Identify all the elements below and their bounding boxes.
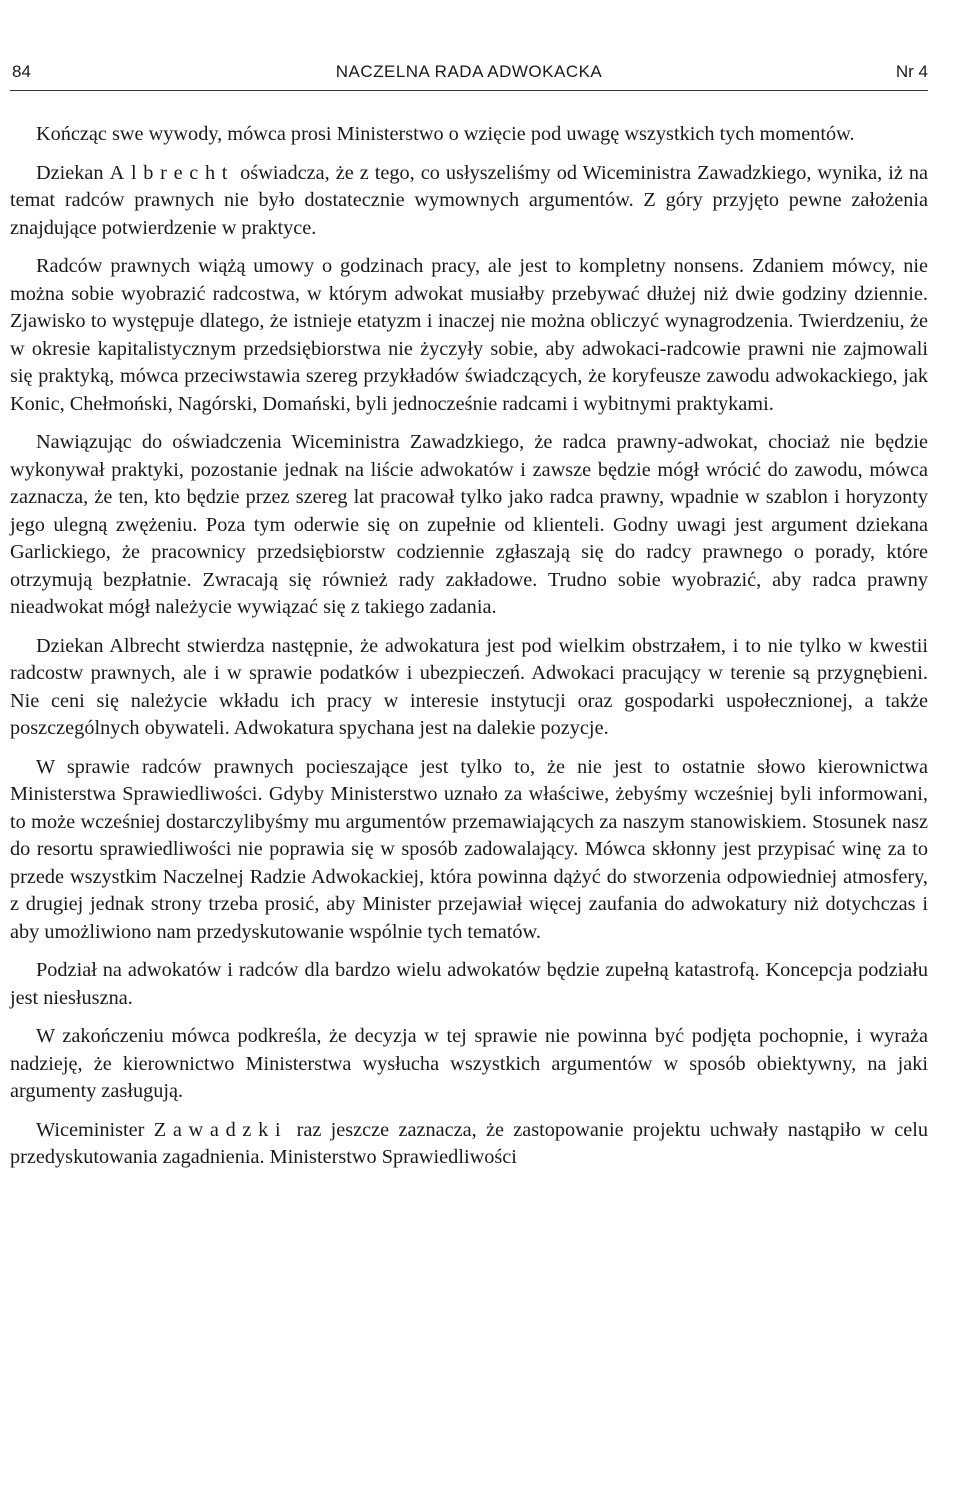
- page-number: 84: [12, 62, 31, 81]
- running-header: [10, 56, 928, 91]
- text: Wiceminister: [36, 1118, 154, 1141]
- paragraph: [10, 121, 928, 149]
- paragraph: [10, 1023, 928, 1106]
- paragraph: [10, 957, 928, 1012]
- text: W sprawie radców prawnych pocieszające jest tylko to, że nie jest to ostatnie słowo kierownictwa Ministerstwa Sprawiedliwości. Gdyby Ministerstwo uznało za właściwe, żebyśmy wcześniej byli informowani, to może wcześniej dostarczylibyśmy mu argumentów przemawiających za naszym stanowiskiem. Stosunek nasz do resortu sprawiedliwości nie poprawia się w sposób zadowalający. Mówca skłonny jest przypisać winę za to przede wszystkim Naczelnej Radzie Adwokackiej, która powinna dążyć do stworzenia odpowiedniej atmosfery, z drugiej jednak strony trzeba prosić, aby Minister przejawiał więcej zaufania do adwokatury niż dotychczas i aby umożliwiono nam przedyskutowanie wspólnie tych tematów.: [10, 755, 928, 943]
- text: raz jeszcze zaznacza, że zastopowanie projektu uchwały nastąpiło w celu przedyskutowania zagadnienia. Ministerstwo Sprawiedliwości: [10, 1118, 929, 1168]
- journal-title: NACZELNA RADA ADWOKACKA: [335, 62, 603, 81]
- paragraph: [10, 754, 928, 947]
- text: Nawiązując do oświadczenia Wiceministra Zawadzkiego, że radca prawny-adwokat, chociaż nie będzie wykonywał praktyki, pozostanie jednak na liście adwokatów i zawsze będzie mógł wrócić do zawodu, mówca zaznacza, że ten, kto będzie przez szereg lat pracował tylko jako radca prawny, wpadnie w szablon i horyzonty jego ulegną zwężeniu. Poza tym oderwie się on zupełnie od klienteli. Godny uwagi jest argument dziekana Garlickiego, że pracownicy przedsiębiorstw codziennie zgłaszają się do radcy prawnego o porady, które otrzymują bezpłatnie. Zwracają się również rady zakładowe. Trudno sobie wyobrazić, aby radca prawny nieadwokat mógł należycie wywiązać się z takiego zadania.: [10, 431, 928, 618]
- text: Radców prawnych wiążą umowy o godzinach pracy, ale jest to kompletny nonsens. Zdaniem mówcy, nie można sobie wyobrazić radcostwa, w którym adwokat musiałby przebywać dłużej niż dwie godziny dziennie. Zjawisko to występuje dlatego, że istnieje etatyzm i inaczej nie można obliczyć wynagrodzenia. Twierdzeniu, że w okresie kapitalistycznym przedsiębiorstwa nie życzyły sobie, aby adwokaci-radcowie prawni nie zajmowali się praktyką, mówca przeciwstawia szereg przykładów świadczących, że koryfeusze zawodu adwokackiego, jak Konic, Chełmoński, Nagórski, Domański, byli jednocześnie radcami i wybitnymi praktykami.: [10, 255, 928, 415]
- text: Kończąc swe wywody, mówca prosi Ministerstwo o wzięcie pod uwagę wszystkich tych momentów.: [36, 123, 855, 145]
- paragraph: [10, 253, 928, 418]
- article-body: [10, 121, 928, 1172]
- text: Podział na adwokatów i radców dla bardzo wielu adwokatów będzie zupełną katastrofą. Koncepcja podziału jest niesłuszna.: [10, 959, 928, 1009]
- text: oświadcza, że z tego, co usłyszeliśmy od Wiceministra Zawadzkiego, wynika, iż na temat radców prawnych nie było dostatecznie wymownych argumentów. Z góry przyjęto pewne założenia znajdujące potwierdzenie w praktyce.: [10, 161, 929, 239]
- paragraph: [10, 633, 928, 743]
- paragraph: [10, 1117, 928, 1172]
- paragraph: [10, 429, 928, 622]
- text: Dziekan: [36, 161, 110, 184]
- issue-number: Nr 4: [895, 62, 928, 81]
- text: Dziekan Albrecht stwierdza następnie, że adwokatura jest pod wielkim obstrzałem, i to nie tylko w kwestii radcostw prawnych, ale i w sprawie podatków i ubezpieczeń. Adwokaci pracujący w terenie są przygnębieni. Nie ceni się należycie wkładu ich pracy w interesie instytucji oraz gospodarki uspołecznionej, a także poszczególnych obywateli. Adwokatura spychana jest na dalekie pozycje.: [10, 634, 928, 739]
- text: W zakończeniu mówca podkreśla, że decyzja w tej sprawie nie powinna być podjęta pochopnie, i wyraża nadzieję, że kierownictwo Ministerstwa wysłucha wszystkich argumentów w sposób obiektywny, na jaki argumenty zasługują.: [10, 1025, 928, 1102]
- paragraph: [10, 160, 928, 243]
- spaced-name: Zawadzki: [153, 1118, 288, 1141]
- spaced-name: Albrecht: [109, 161, 235, 184]
